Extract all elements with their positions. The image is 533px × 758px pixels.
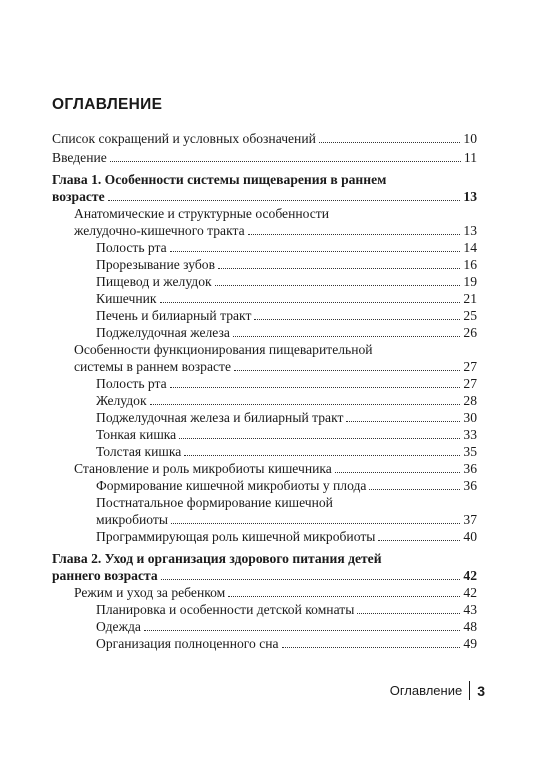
toc-entry-title: желудочно-кишечного тракта: [74, 223, 245, 238]
dot-leader: [319, 141, 461, 143]
toc-entry[interactable]: [52, 528, 477, 545]
dot-leader: [170, 386, 461, 388]
toc-entry-page: 27: [463, 359, 477, 374]
toc-entry-page: 48: [463, 619, 477, 634]
dot-leader: [184, 454, 460, 456]
toc-entry-page: 13: [463, 223, 477, 238]
toc-entry-page: 26: [463, 325, 477, 340]
toc-entry-page: 19: [463, 274, 477, 289]
dot-leader: [233, 335, 461, 337]
toc-entry[interactable]: [52, 375, 477, 392]
toc-entry-title-line: Постнатальное формирование кишечной: [96, 495, 333, 510]
toc-entry-title-line: Глава 2. Уход и организация здорового питания детей: [52, 551, 382, 566]
table-of-contents: [52, 130, 477, 652]
toc-entry-page: 21: [463, 291, 477, 306]
toc-entry[interactable]: [52, 426, 477, 443]
dot-leader: [171, 522, 460, 524]
toc-entry-title: Одежда: [96, 619, 141, 634]
toc-entry-title: Полость рта: [96, 240, 167, 255]
toc-entry[interactable]: [52, 324, 477, 341]
dot-leader: [234, 369, 460, 371]
toc-entry-title: Программирующая роль кишечной микробиоты: [96, 529, 376, 544]
footer-page-number: 3: [477, 682, 485, 699]
dot-leader: [110, 160, 461, 162]
toc-entry-page: 37: [463, 512, 477, 527]
toc-entry-page: 36: [463, 461, 477, 476]
toc-entry-page: 35: [463, 444, 477, 459]
toc-entry-page: 40: [463, 529, 477, 544]
dot-leader: [170, 250, 461, 252]
toc-entry[interactable]: [52, 149, 477, 166]
toc-entry-title: Кишечник: [96, 291, 157, 306]
toc-entry-title-line: Анатомические и структурные особенности: [74, 206, 330, 221]
toc-entry-page: 33: [463, 427, 477, 442]
toc-entry-title: раннего возраста: [52, 568, 158, 583]
toc-entry[interactable]: [52, 273, 477, 290]
dot-leader: [215, 284, 461, 286]
toc-entry[interactable]: [52, 205, 477, 239]
toc-entry[interactable]: [52, 618, 477, 635]
toc-entry-page: 30: [463, 410, 477, 425]
toc-entry-page: 36: [463, 478, 477, 493]
toc-entry-title: Поджелудочная железа и билиарный тракт: [96, 410, 344, 425]
footer-divider: [469, 681, 470, 700]
toc-entry-title: Полость рта: [96, 376, 167, 391]
footer-section-title: Оглавление: [389, 683, 463, 698]
dot-leader: [161, 578, 461, 580]
toc-entry[interactable]: [52, 635, 477, 652]
dot-leader: [335, 471, 461, 473]
toc-entry-title: Прорезывание зубов: [96, 257, 215, 272]
toc-entry-title: Поджелудочная железа: [96, 325, 230, 340]
dot-leader: [369, 488, 460, 490]
dot-leader: [378, 539, 460, 541]
toc-entry[interactable]: [52, 460, 477, 477]
toc-entry-title: Толстая кишка: [96, 444, 182, 459]
toc-entry-page: 49: [463, 636, 477, 651]
dot-leader: [228, 595, 460, 597]
toc-entry[interactable]: [52, 341, 477, 375]
toc-entry-page: 25: [463, 308, 477, 323]
toc-entry-page: 13: [463, 189, 477, 204]
toc-entry[interactable]: [52, 443, 477, 460]
dot-leader: [254, 318, 460, 320]
toc-entry[interactable]: [52, 256, 477, 273]
toc-entry-title-line: Особенности функционирования пищеварительной: [74, 342, 373, 357]
toc-entry-page: 11: [463, 150, 477, 165]
toc-heading: ОГЛАВЛЕНИЕ: [52, 96, 163, 113]
dot-leader: [179, 437, 460, 439]
toc-entry[interactable]: [52, 171, 477, 205]
toc-entry-page: 28: [463, 393, 477, 408]
dot-leader: [248, 233, 461, 235]
dot-leader: [150, 403, 461, 405]
toc-entry-title: Становление и роль микробиоты кишечника: [74, 461, 332, 476]
toc-entry[interactable]: [52, 477, 477, 494]
toc-entry[interactable]: [52, 494, 477, 528]
dot-leader: [218, 267, 460, 269]
dot-leader: [160, 301, 461, 303]
toc-entry-title: Тонкая кишка: [96, 427, 177, 442]
toc-entry-title-line: Глава 1. Особенности системы пищеварения в раннем: [52, 172, 387, 187]
toc-entry-title: Введение: [52, 150, 107, 165]
toc-entry[interactable]: [52, 307, 477, 324]
toc-entry-page: 27: [463, 376, 477, 391]
toc-entry-page: 43: [463, 602, 477, 617]
page-footer: [390, 681, 485, 700]
toc-entry-title: возрасте: [52, 189, 105, 204]
toc-entry[interactable]: [52, 290, 477, 307]
toc-entry-page: 10: [463, 131, 477, 146]
toc-entry-title: системы в раннем возрасте: [74, 359, 232, 374]
toc-entry[interactable]: [52, 239, 477, 256]
toc-entry-page: 42: [463, 568, 477, 583]
dot-leader: [282, 646, 461, 648]
toc-entry-page: 14: [463, 240, 477, 255]
toc-entry-title: Желудок: [96, 393, 147, 408]
toc-entry-page: 42: [463, 585, 477, 600]
toc-entry-title: Печень и билиарный тракт: [96, 308, 252, 323]
toc-entry[interactable]: [52, 550, 477, 584]
toc-entry-title: Планировка и особенности детской комнаты: [96, 602, 355, 617]
dot-leader: [108, 199, 461, 201]
toc-entry[interactable]: [52, 392, 477, 409]
toc-entry-title: Пищевод и желудок: [96, 274, 212, 289]
toc-entry-title: Организация полноценного сна: [96, 636, 279, 651]
toc-entry[interactable]: [52, 584, 477, 601]
dot-leader: [357, 612, 460, 614]
toc-entry-title: Режим и уход за ребенком: [74, 585, 226, 600]
toc-entry-title: Список сокращений и условных обозначений: [52, 131, 316, 146]
toc-entry[interactable]: [52, 601, 477, 618]
toc-entry-title: Формирование кишечной микробиоты у плода: [96, 478, 367, 493]
toc-entry[interactable]: [52, 130, 477, 147]
toc-entry-page: 16: [463, 257, 477, 272]
toc-entry[interactable]: [52, 409, 477, 426]
dot-leader: [346, 420, 460, 422]
dot-leader: [144, 629, 460, 631]
toc-entry-title: микробиоты: [96, 512, 168, 527]
